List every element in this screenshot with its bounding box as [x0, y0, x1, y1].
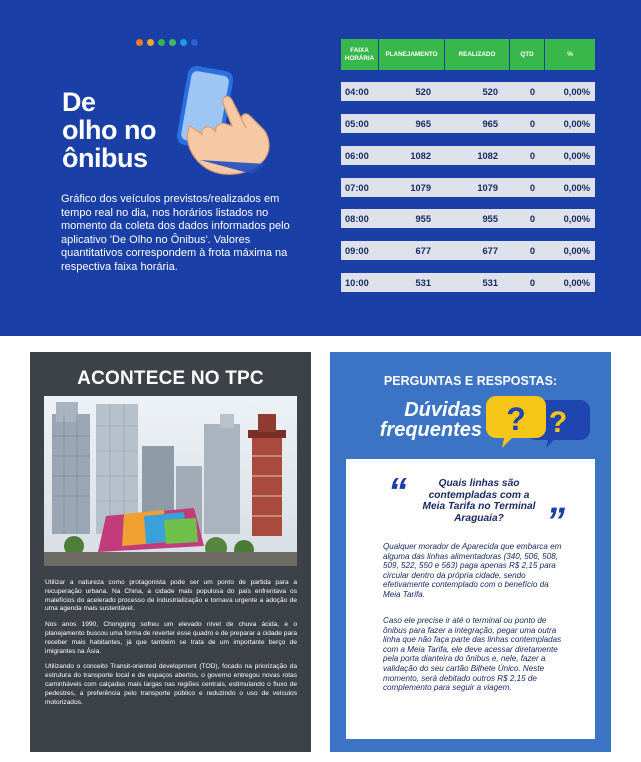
- row-time: 07:00: [345, 182, 369, 193]
- row-time: 08:00: [345, 213, 369, 224]
- faq-answer-1: Qualquer morador de Aparecida que embarca em alguma das linhas alimentadoras (340, 506, 508, 509, 522, 550 e 563) paga apenas R$ 2,15 para circular dentro da própria cidade, sendo efetivamente contemplado com o benefício da Meia Tarifa.: [383, 542, 562, 599]
- row-done: 677: [482, 245, 498, 256]
- faq-answer-2: Caso ele precise ir até o terminal ou ponto de ônibus para fazer a integração, pegar uma outra linha que não faça parte das linhas contempladas com a Meia Tarifa, ele deve acessar diretamente pela porta dianteira do ônibus e, nele, fazer a validação do seu cartão Bilhete Único. Neste momento, será debitado outros R$ 2,15 de complemento para seguir a viagem.: [383, 616, 562, 693]
- hero-title-line-2: olho no: [62, 115, 156, 145]
- schedule-table-header: [341, 39, 595, 70]
- hero-banner: [0, 0, 641, 336]
- row-percent: 0,00%: [563, 86, 590, 97]
- hero-title-line-3: ônibus: [62, 143, 148, 173]
- row-percent: 0,00%: [563, 245, 590, 256]
- row-planned: 1082: [410, 150, 431, 161]
- dot-orange: [136, 39, 143, 46]
- table-row: [341, 146, 595, 165]
- faq-title-line-1: Dúvidas: [404, 399, 482, 421]
- row-time: 09:00: [345, 245, 369, 256]
- row-planned: 1079: [410, 182, 431, 193]
- faq-panel: [330, 352, 611, 752]
- hero-description: Gráfico dos veículos previstos/realizados em tempo real no dia, nos horários listados no momento da coleta dos dados informados pelo aplicativo 'De Olho no Ônibus'. Valores quantitativos correspondem à frota máxima na respectiva faixa horária.: [61, 193, 290, 273]
- row-percent: 0,00%: [563, 118, 590, 129]
- row-qty: 0: [529, 86, 535, 97]
- hero-title: [62, 88, 156, 172]
- dot-yellow: [147, 39, 154, 46]
- close-quote-icon: ”: [546, 501, 565, 543]
- tpc-paragraph-1: Utilizar a natureza como protagonista pode ser um ponto de partida para a recuperação urbana. Na China, a cidade mais populosa do país enfrentava os malefícios do acelerado processo de industrialização e tornava urgente a adoção de uma agenda mais sustentável.: [45, 579, 297, 613]
- header-time-range: FAIXA HORÁRIA: [341, 39, 379, 70]
- tpc-title: ACONTECE NO TPC: [77, 368, 264, 389]
- table-row: [341, 209, 595, 228]
- row-planned: 965: [415, 118, 431, 129]
- tpc-news-panel: [30, 352, 311, 752]
- question-bubbles-icon: [482, 394, 592, 450]
- open-quote-icon: “: [388, 471, 407, 513]
- header-percent: %: [545, 39, 595, 70]
- row-done: 520: [482, 86, 498, 97]
- color-dots: [136, 39, 198, 46]
- svg-text:?: ?: [548, 406, 568, 439]
- dot-green: [158, 39, 165, 46]
- dot-cyan: [180, 39, 187, 46]
- tpc-paragraph-2: Nos anos 1990, Chongqing sofreu um elevado nível de chuva ácida, e o planejamento buscou uma forma de reverter esse quadro e de preparar a cidade para receber mais habitantes, já que também se trata de um importante berço de imigrantes na Ásia.: [45, 621, 297, 655]
- row-time: 10:00: [345, 277, 369, 288]
- row-planned: 955: [415, 213, 431, 224]
- row-done: 965: [482, 118, 498, 129]
- row-done: 1082: [477, 150, 498, 161]
- header-qty: QTD: [510, 39, 545, 70]
- table-row: [341, 241, 595, 260]
- row-planned: 531: [415, 277, 431, 288]
- tpc-paragraph-3: Utilizando o conceito Transit-oriented development (TOD), focado na priorização da estrutura do transporte local e de espaços abertos, o governo entregou novas rotas caminháveis com calçadas mais largas nas regiões centrais, estimulando o fluxo de pedestres, a preferência pelo transporte público e reduzindo o uso de veículos motorizados.: [45, 663, 297, 706]
- schedule-table: [341, 39, 595, 288]
- hero-title-line-1: De: [62, 87, 96, 117]
- table-row: [341, 178, 595, 197]
- city-photo: [44, 396, 297, 566]
- table-row: [341, 82, 595, 101]
- faq-kicker: PERGUNTAS E RESPOSTAS:: [383, 374, 558, 388]
- dot-blue: [191, 39, 198, 46]
- row-time: 06:00: [345, 150, 369, 161]
- faq-question: Quais linhas são contempladas com a Meia Tarifa no Terminal Araguaia?: [422, 478, 536, 524]
- table-row: [341, 114, 595, 133]
- row-qty: 0: [529, 245, 535, 256]
- faq-title: [358, 400, 482, 440]
- row-planned: 520: [415, 86, 431, 97]
- row-done: 531: [482, 277, 498, 288]
- row-percent: 0,00%: [563, 150, 590, 161]
- header-done: REALIZADO: [445, 39, 510, 70]
- row-percent: 0,00%: [563, 182, 590, 193]
- tpc-article: [45, 579, 297, 714]
- table-row: [341, 273, 595, 292]
- phone-hand-icon: [170, 64, 280, 179]
- header-planned: PLANEJAMENTO: [379, 39, 445, 70]
- faq-card: [346, 459, 595, 739]
- row-done: 955: [482, 213, 498, 224]
- row-done: 1079: [477, 182, 498, 193]
- row-planned: 677: [415, 245, 431, 256]
- row-time: 04:00: [345, 86, 369, 97]
- svg-text:?: ?: [506, 401, 526, 437]
- row-qty: 0: [529, 182, 535, 193]
- row-qty: 0: [529, 213, 535, 224]
- dot-green-light: [169, 39, 176, 46]
- row-qty: 0: [529, 150, 535, 161]
- row-percent: 0,00%: [563, 213, 590, 224]
- row-qty: 0: [529, 277, 535, 288]
- row-percent: 0,00%: [563, 277, 590, 288]
- row-time: 05:00: [345, 118, 369, 129]
- row-qty: 0: [529, 118, 535, 129]
- faq-title-line-2: frequentes: [379, 419, 482, 441]
